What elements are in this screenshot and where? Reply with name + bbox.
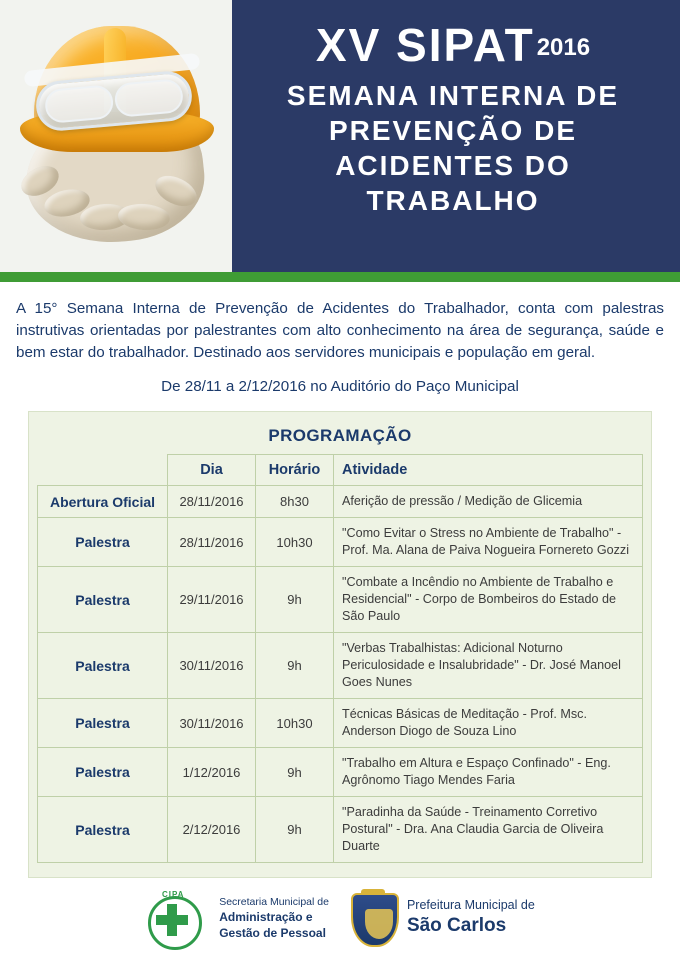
row-day: 28/11/2016 [168, 518, 256, 567]
title-year: 2016 [536, 33, 591, 61]
table-row [38, 699, 643, 748]
program-table [37, 454, 643, 863]
secretaria-text [219, 895, 329, 942]
shield-body [351, 893, 399, 947]
row-time: 9h [256, 567, 334, 633]
safety-equipment-illustration [14, 18, 214, 248]
row-day: 2/12/2016 [168, 797, 256, 863]
row-day: 30/11/2016 [168, 699, 256, 748]
row-activity: "Verbas Trabalhistas: Adicional Noturno Periculosidade e Insalubridade" - Dr. José Manoel Goes Nunes [334, 633, 643, 699]
prefeitura-line-2: São Carlos [406, 914, 507, 936]
secretaria-line-2: Administração e [219, 909, 313, 924]
table-header-row [38, 455, 643, 486]
row-activity: "Como Evitar o Stress no Ambiente de Trabalho" - Prof. Ma. Alana de Paiva Nogueira Fornereto Gozzi [334, 518, 643, 567]
column-header-activity: Atividade [334, 455, 643, 486]
secretaria-line-1: Secretaria Municipal de [219, 895, 329, 908]
cross-horizontal [156, 915, 188, 925]
cipa-label: CIPA [161, 890, 185, 899]
table-row [38, 748, 643, 797]
cipa-logo-block [145, 890, 201, 946]
column-header-day: Dia [168, 455, 256, 486]
row-time: 10h30 [256, 518, 334, 567]
row-time: 9h [256, 797, 334, 863]
row-activity: Aferição de pressão / Medição de Glicemia [334, 486, 643, 518]
subtitle-line-1: SEMANA INTERNA DE [286, 80, 620, 111]
page-title: XV SIPAT [315, 19, 535, 71]
row-type: Palestra [38, 699, 168, 748]
row-time: 8h30 [256, 486, 334, 518]
column-header-time: Horário [256, 455, 334, 486]
row-time: 9h [256, 633, 334, 699]
table-row [38, 797, 643, 863]
subtitle-line-4: TRABALHO [366, 185, 540, 216]
secretaria-line-3: Gestão de Pessoal [219, 926, 326, 941]
intro-paragraph: A 15° Semana Interna de Prevenção de Acidentes do Trabalhador, conta com palestras instrutivas orientadas por palestrantes com alto conhecimento na área de segurança, saúde e bem estar do trabalhador. Destinado aos servidores municipais e população em geral. [16, 300, 664, 362]
row-type: Palestra [38, 567, 168, 633]
poster-header [0, 0, 680, 272]
row-type: Palestra [38, 797, 168, 863]
row-time: 9h [256, 748, 334, 797]
shield-inner [365, 909, 393, 939]
prefeitura-text [407, 898, 535, 937]
event-date-line: De 28/11 a 2/12/2016 no Auditório do Paço Municipal [161, 378, 519, 396]
row-activity: Técnicas Básicas de Meditação - Prof. Msc. Anderson Diogo de Souza Lino [334, 699, 643, 748]
table-row [38, 633, 643, 699]
table-row [38, 486, 643, 518]
row-type: Abertura Oficial [38, 486, 168, 518]
row-type: Palestra [38, 748, 168, 797]
row-time: 10h30 [256, 699, 334, 748]
goggle-lens-left [44, 84, 115, 124]
poster-subtitle [236, 78, 670, 218]
green-divider [0, 272, 680, 282]
program-title: PROGRAMAÇÃO [268, 426, 412, 446]
prefeitura-line-1: Prefeitura Municipal de [406, 898, 535, 913]
row-day: 29/11/2016 [168, 567, 256, 633]
row-type: Palestra [38, 633, 168, 699]
row-type: Palestra [38, 518, 168, 567]
poster-footer [0, 876, 680, 960]
row-activity: "Paradinha da Saúde - Treinamento Corretivo Postural" - Dra. Ana Claudia Garcia de Oliveira Duarte [334, 797, 643, 863]
secretaria-logo-block [219, 895, 329, 942]
row-activity: "Combate a Incêndio no Ambiente de Trabalho e Residencial" - Corpo de Bombeiros do Estado de São Paulo [334, 567, 643, 633]
coat-of-arms-icon [347, 889, 399, 947]
table-row [38, 567, 643, 633]
row-day: 30/11/2016 [168, 633, 256, 699]
subtitle-line-3: ACIDENTES DO [335, 150, 571, 181]
row-day: 1/12/2016 [168, 748, 256, 797]
row-day: 28/11/2016 [168, 486, 256, 518]
program-panel [28, 411, 652, 878]
table-row [38, 518, 643, 567]
goggle-lens-right [114, 78, 185, 118]
cipa-cross-icon [145, 890, 201, 946]
subtitle-line-2: PREVENÇÃO DE [328, 115, 578, 146]
poster-title-block [236, 19, 670, 218]
row-activity: "Trabalho em Altura e Espaço Confinado" - Eng. Agrônomo Tiago Mendes Faria [334, 748, 643, 797]
column-header-type [38, 455, 168, 486]
prefeitura-logo-block [347, 889, 535, 947]
